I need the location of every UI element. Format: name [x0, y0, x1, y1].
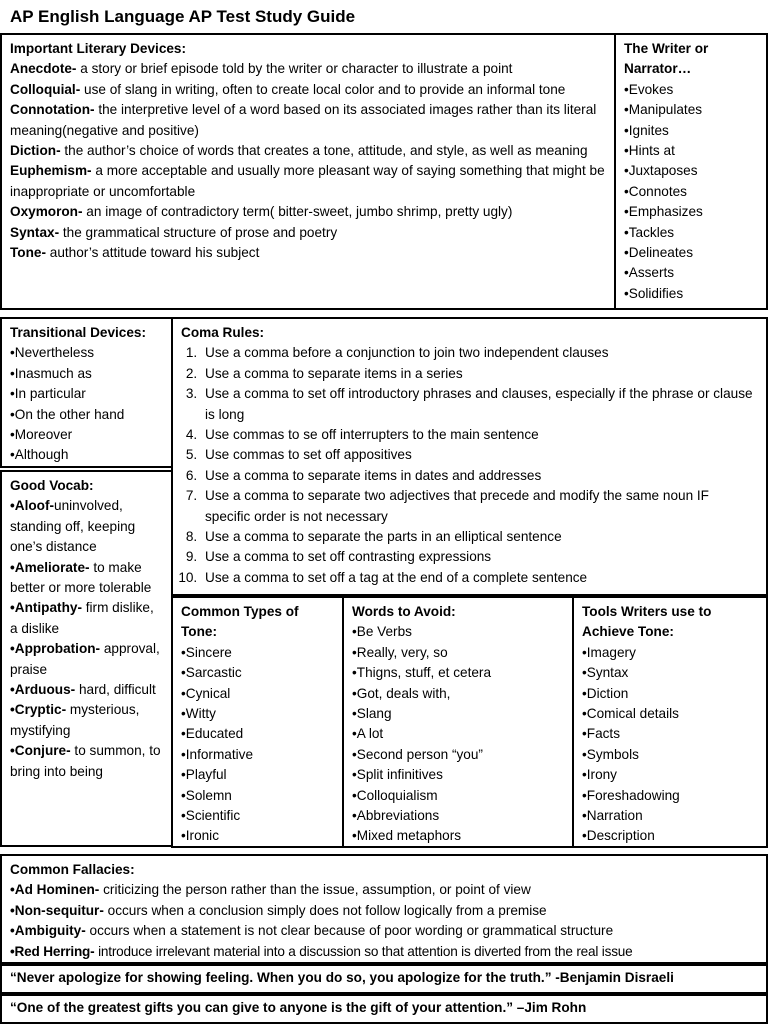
transitional-heading: Transitional Devices: — [10, 325, 146, 340]
fallacy-item-non-sequitur: •Non-sequitur- occurs when a conclusion simply does not follow logically from a premise — [10, 902, 547, 918]
literary-item-euphemism: Euphemism- a more acceptable and usually more pleasant way of saying something that might be inappropriate or uncomfortable — [10, 163, 605, 199]
avoid-item: •Mixed metaphors — [352, 828, 462, 844]
fallacies-box — [0, 854, 768, 964]
tone-type-item: •Ironic — [181, 828, 220, 844]
avoid-item: •Got, deals with, — [352, 685, 451, 701]
tools-item: •Foreshadowing — [582, 787, 680, 803]
writer-heading-line2: Narrator… — [624, 61, 692, 77]
writer-item: •Asserts — [624, 265, 675, 281]
avoid-item: •Thigns, stuff, et cetera — [352, 665, 492, 681]
vocab-heading: Good Vocab: — [10, 478, 94, 493]
vocab-item-approbation: •Approbation- approval, praise — [10, 641, 160, 677]
transitional-item: •Moreover — [10, 427, 73, 443]
tools-heading: Tools Writers use to Achieve Tone: — [582, 604, 712, 640]
tools-item: •Facts — [582, 726, 620, 742]
tone-type-item: •Cynical — [181, 685, 231, 701]
avoid-heading: Words to Avoid: — [352, 604, 456, 619]
literary-devices-box — [0, 33, 616, 310]
tone-type-item: •Witty — [181, 706, 216, 722]
literary-item-tone: Tone- author’s attitude toward his subject — [10, 245, 260, 261]
tools-writers-box — [572, 596, 768, 848]
tone-type-item: •Sincere — [181, 644, 232, 660]
transitional-item: •Although — [10, 447, 69, 463]
transitional-devices-box — [0, 317, 173, 468]
avoid-item: •A lot — [352, 726, 384, 742]
writer-item: •Hints at — [624, 143, 675, 159]
avoid-item: •Be Verbs — [352, 624, 412, 640]
tone-type-item: •Sarcastic — [181, 665, 242, 681]
comma-rules-box — [171, 317, 768, 596]
transitional-item: •In particular — [10, 386, 86, 402]
tone-type-item: •Playful — [181, 767, 227, 783]
comma-rule: 10. Use a comma to set off a tag at the end of a complete sentence — [201, 568, 758, 588]
avoid-item: •Really, very, so — [352, 644, 448, 660]
literary-item-oxymoron: Oxymoron- an image of contradictory term( bitter-sweet, jumbo shrimp, pretty ugly) — [10, 204, 513, 220]
literary-devices-heading: Important Literary Devices: — [10, 41, 187, 56]
tone-types-box — [171, 596, 344, 848]
fallacy-item-ambiguity: •Ambiguity- occurs when a statement is not clear because of poor wording or grammatical structure — [10, 923, 614, 939]
writer-narrator-box — [614, 33, 768, 310]
fallacies-heading: Common Fallacies: — [10, 862, 135, 877]
fallacy-item-red-herring: •Red Herring- introduce irrelevant material into a discussion so that attention is diverted from the real issue — [10, 943, 633, 959]
tone-type-item: •Scientific — [181, 808, 241, 824]
literary-item-connotation: Connotation- the interpretive level of a word based on its associated images rather than its literal meaning(negative and positive) — [10, 102, 597, 138]
quote-disraeli: “Never apologize for showing feeling. When you do so, you apologize for the truth.” -Benjamin Disraeli — [10, 970, 674, 985]
comma-rule: 3. Use a comma to set off introductory phrases and clauses, especially if the phrase or clause is long — [201, 384, 758, 425]
vocab-item-antipathy: •Antipathy- firm dislike, a dislike — [10, 600, 154, 636]
writer-item: •Connotes — [624, 183, 687, 199]
vocab-item-aloof: •Aloof-uninvolved, standing off, keeping one’s distance — [10, 498, 136, 555]
quote-box-rohn — [0, 994, 768, 1024]
tools-item: •Narration — [582, 808, 643, 824]
writer-item: •Juxtaposes — [624, 163, 698, 179]
writer-item: •Evokes — [624, 81, 674, 97]
tools-item: •Irony — [582, 767, 617, 783]
writer-item: •Tackles — [624, 224, 675, 240]
comma-rule: 2. Use a comma to separate items in a series — [201, 364, 758, 384]
comma-heading: Coma Rules: — [181, 325, 265, 340]
tools-item: •Diction — [582, 685, 629, 701]
comma-rule: 5. Use commas to set off appositives — [201, 445, 758, 465]
literary-item-anecdote: Anecdote- a story or brief episode told by the writer or character to illustrate a point — [10, 61, 513, 77]
literary-item-syntax: Syntax- the grammatical structure of prose and poetry — [10, 224, 338, 240]
comma-rules-list — [181, 343, 758, 588]
literary-item-diction: Diction- the author’s choice of words that creates a tone, attitude, and style, as well as meaning — [10, 143, 588, 159]
comma-rule: 8. Use a comma to separate the parts in an elliptical sentence — [201, 527, 758, 547]
comma-rule: 6. Use a comma to separate items in dates and addresses — [201, 466, 758, 486]
writer-item: •Solidifies — [624, 285, 684, 301]
fallacy-item-ad-hominem: •Ad Hominen- criticizing the person rather than the issue, assumption, or point of view — [10, 882, 531, 898]
tone-type-item: •Informative — [181, 746, 253, 762]
transitional-item: •On the other hand — [10, 406, 125, 422]
tools-item: •Imagery — [582, 644, 636, 660]
comma-rule: 9. Use a comma to set off contrasting expressions — [201, 547, 758, 567]
tone-type-item: •Educated — [181, 726, 244, 742]
vocab-item-conjure: •Conjure- to summon, to bring into being — [10, 743, 161, 779]
tools-item: •Symbols — [582, 746, 639, 762]
vocab-item-ameliorate: •Ameliorate- to make better or more tolerable — [10, 559, 152, 596]
transitional-item: •Inasmuch as — [10, 365, 92, 381]
tools-item: •Description — [582, 828, 655, 844]
tone-type-item: •Solemn — [181, 787, 232, 803]
avoid-item: •Colloquialism — [352, 787, 438, 803]
good-vocab-box — [0, 470, 173, 847]
writer-heading-line1: The Writer or — [624, 41, 709, 56]
avoid-item: •Abbreviations — [352, 808, 440, 824]
writer-item: •Manipulates — [624, 102, 703, 118]
transitional-item: •Nevertheless — [10, 345, 95, 361]
avoid-item: •Slang — [352, 706, 392, 722]
vocab-item-cryptic: •Cryptic- mysterious, mystifying — [10, 702, 140, 738]
vocab-item-arduous: •Arduous- hard, difficult — [10, 682, 156, 698]
writer-item: •Ignites — [624, 122, 669, 138]
comma-rule: 4. Use commas to se off interrupters to the main sentence — [201, 425, 758, 445]
tools-item: •Syntax — [582, 665, 629, 681]
literary-item-colloquial: Colloquial- use of slang in writing, often to create local color and to provide an informal tone — [10, 81, 566, 97]
comma-rule: 1. Use a comma before a conjunction to join two independent clauses — [201, 343, 758, 363]
quote-box-disraeli — [0, 964, 768, 994]
tools-item: •Comical details — [582, 706, 679, 722]
comma-rule: 7. Use a comma to separate two adjectives that precede and modify the same noun IF specific order is not necessary — [201, 486, 758, 527]
avoid-item: •Second person “you” — [352, 746, 483, 762]
writer-item: •Emphasizes — [624, 204, 703, 220]
quote-rohn: “One of the greatest gifts you can give to anyone is the gift of your attention.” –Jim Rohn — [10, 1000, 587, 1015]
tone-types-heading: Common Types of Tone: — [181, 604, 299, 640]
avoid-item: •Split infinitives — [352, 767, 443, 783]
writer-item: •Delineates — [624, 245, 693, 261]
words-to-avoid-box — [342, 596, 574, 848]
page-title: AP English Language AP Test Study Guide — [10, 7, 356, 26]
